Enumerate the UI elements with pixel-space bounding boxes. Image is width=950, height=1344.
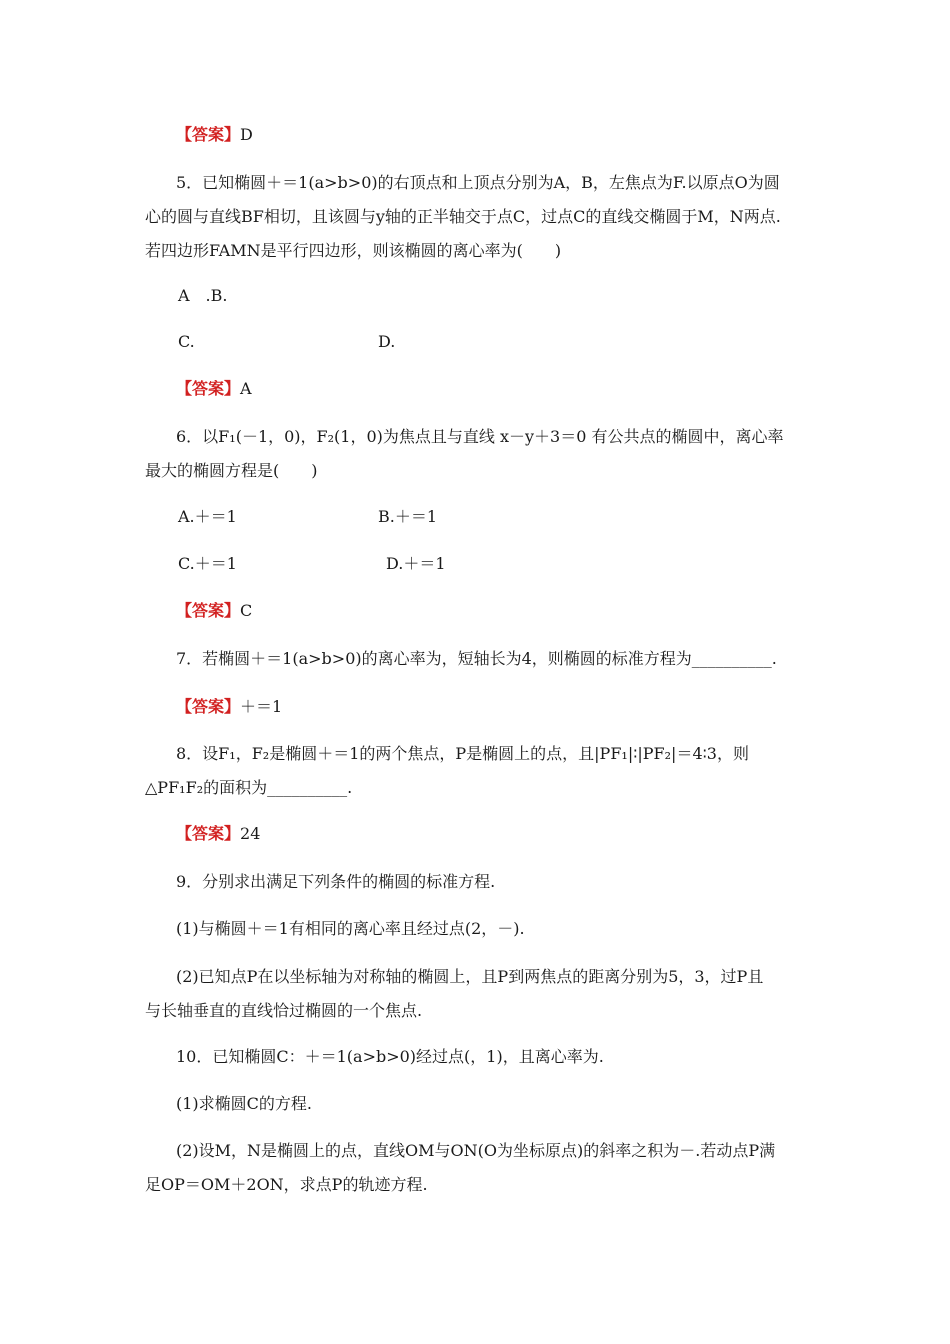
answer-value: 24 (240, 824, 261, 843)
answer-q7 (176, 696, 282, 718)
answer-q5 (176, 378, 252, 400)
q6-option-a: A.＋＝1 (178, 507, 237, 526)
q7-line1: 7．若椭圆＋＝1(a>b>0)的离心率为，短轴长为4，则椭圆的标准方程为__________. (176, 649, 777, 668)
answer-q6 (176, 600, 252, 622)
q10-part2-line1: (2)设M，N是椭圆上的点，直线OM与ON(O为坐标原点)的斜率之积为－.若动点P满 (176, 1141, 776, 1160)
q9-line1: 9．分别求出满足下列条件的椭圆的标准方程. (176, 872, 496, 891)
answer-q8 (176, 823, 260, 845)
q6-line1: 6．以F₁(－1，0)，F₂(1，0)为焦点且与直线 x－y＋3＝0 有公共点的椭圆中，离心率 (176, 427, 784, 446)
answer-tag: 【答案】 (176, 379, 241, 398)
answer-value: C (240, 601, 253, 620)
q5-line3: 若四边形FAMN是平行四边形，则该椭圆的离心率为( ) (145, 241, 562, 260)
answer-tag: 【答案】 (176, 697, 241, 716)
q5-line2: 心的圆与直线BF相切，且该圆与y轴的正半轴交于点C，过点C的直线交椭圆于M，N两点. (145, 207, 781, 226)
q8-line2: △PF₁F₂的面积为__________. (145, 778, 353, 797)
answer-value: A (240, 379, 252, 398)
answer-tag: 【答案】 (176, 824, 241, 843)
q6-option-b: B.＋＝1 (378, 507, 438, 526)
q10-part2-line2: 足OP＝OM＋2ON，求点P的轨迹方程. (145, 1175, 428, 1194)
answer-tag: 【答案】 (176, 125, 241, 144)
q5-option-c: C. (178, 332, 195, 351)
q8-line1: 8．设F₁，F₂是椭圆＋＝1的两个焦点，P是椭圆上的点，且|PF₁|∶|PF₂|＝4∶3，则 (176, 744, 749, 763)
q6-option-c: C.＋＝1 (178, 554, 237, 573)
q9-part2-line1: (2)已知点P在以坐标轴为对称轴的椭圆上，且P到两焦点的距离分别为5，3，过P且 (176, 967, 764, 986)
q9-part1: (1)与椭圆＋＝1有相同的离心率且经过点(2，－). (176, 919, 525, 938)
q5-line1: 5．已知椭圆＋＝1(a>b>0)的右顶点和上顶点分别为A，B，左焦点为F.以原点O为圆 (176, 173, 780, 192)
q5-option-d: D. (378, 332, 396, 351)
answer-tag: 【答案】 (176, 601, 241, 620)
q10-line1: 10．已知椭圆C：＋＝1(a>b>0)经过点(，1)，且离心率为. (176, 1047, 604, 1066)
answer-value: ＋＝1 (240, 697, 283, 716)
q6-line2: 最大的椭圆方程是( ) (145, 461, 318, 480)
answer-value: D (240, 125, 253, 144)
q6-option-d: D.＋＝1 (386, 554, 446, 573)
q10-part1: (1)求椭圆C的方程. (176, 1094, 312, 1113)
q5-option-a-b: A .B. (178, 286, 228, 305)
answer-q4 (176, 124, 253, 146)
q9-part2-line2: 与长轴垂直的直线恰过椭圆的一个焦点. (145, 1001, 423, 1020)
